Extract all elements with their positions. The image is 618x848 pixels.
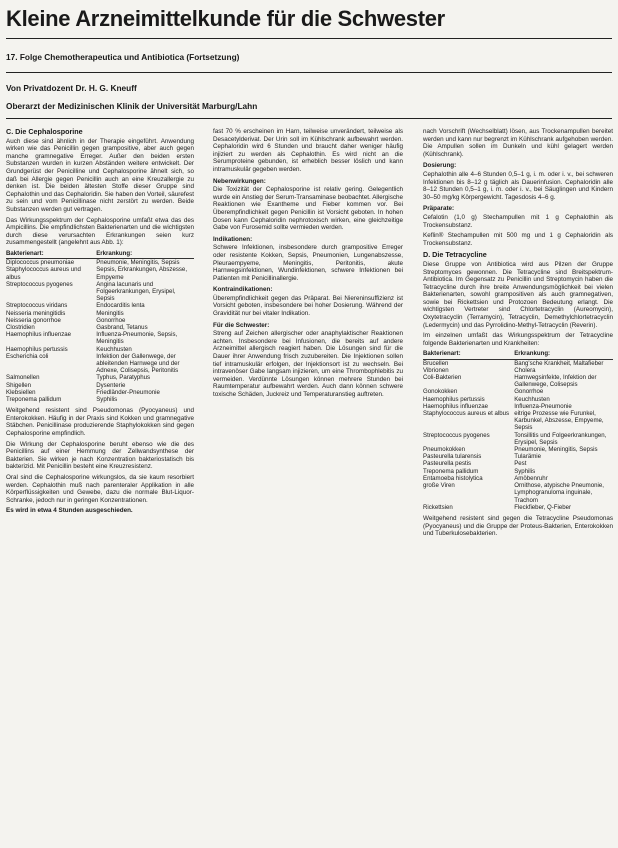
bacterium-cell: Gonokokken: [423, 388, 458, 396]
bacterium-cell: große Viren: [423, 482, 455, 490]
paragraph: Die Wirkung der Cephalosporine beruht ebenso wie die des Penicillins auf einer Hemmung der Zellwandsynthese der Bakterien. Sie wirken je nach Konzentration bakteriostatisch bis bakterizid. Mit Penicillin besteht eine Kreuzresistenz.: [6, 440, 194, 471]
disease-cell: Keuchhusten: [514, 395, 550, 403]
disease-cell: Gonorrhoe: [96, 316, 126, 324]
column-2: [213, 128, 403, 846]
paragraph: Die Toxizität der Cephalosporine ist relativ gering. Gelegentlich wurde ein Anstieg der Serum-Transaminase beobachtet. Allergische Reaktionen wie Exantheme und Fieber kommen vor. Bei Überempfindlichkeit gegen Penicillin ist Vorsicht geboten. In hohen Dosen kann Cephaloridin nephrotoxisch wirken, eine gleichzeitige Gabe von Furosemid sollte vermieden werden.: [213, 186, 403, 232]
disease-cell: Syphilis: [96, 395, 118, 403]
bacterium-cell: Streptococcus viridans: [6, 302, 68, 310]
bacterium-cell: Pasteurella pestis: [423, 460, 472, 468]
table-row: [6, 396, 194, 403]
disease-cell: Keuchhusten: [96, 345, 132, 353]
bacterium-cell: Treponema pallidum: [6, 395, 62, 403]
bacterium-cell: Pasteurella tularensis: [423, 453, 482, 461]
table-row: [6, 259, 194, 267]
table-row: [423, 453, 613, 460]
table-row: [6, 382, 194, 389]
disease-cell: Harnwegsinfekte, Infektion der Gallenwege, Colisepsis: [514, 374, 597, 389]
table-row: [423, 403, 613, 410]
spectrum-table-cephalosporine: [6, 250, 194, 403]
table-row: [6, 374, 194, 381]
bacterium-cell: Rickettsien: [423, 503, 453, 511]
table-row: [6, 317, 194, 324]
paragraph: Auch diese sind ähnlich in der Therapie eingeführt. Anwendung wirken wie das Penicillin gegen grampositive, aber auch gegen manche gramnegative Erreger. Außer den beiden ersten Substanzen wurden in kurzen Abständen weitere entwickelt. Der Grundgerüst der Penicilline und Cephalosporine ähnelt sich, so daß bei Allergie gegen Penicillin auch an eine Kreuzallergie zu denken ist. Die beiden ältesten Stoffe dieser Gruppe sind Cephalothin und das Cephaloridin. Sie haben den Vorteil, säurefest zu sein und vom Penicillinase nicht zerstört zu werden. Beide Substanzen werden gut vertragen.: [6, 137, 194, 213]
bacterium-cell: Entamoeba histolytica: [423, 474, 483, 482]
paragraph: Das Wirkungsspektrum der Cephalosporine umfaßt etwa das des Ampicillins. Die empfindlichsten Bakterienarten und die wichtigsten durch diese verursachten Erkrankungen seien kurz zusammengestellt (angelehnt aus Abb. 1):: [6, 216, 194, 247]
footnote: Es wird in etwa 4 Stunden ausgeschieden.: [6, 507, 133, 515]
table-row: [6, 281, 194, 303]
table-row: [6, 266, 194, 280]
paragraph: fast 70 % erscheinen im Harn, teilweise unverändert, teilweise als Desacetylderivat. Der Urin soll im Kühlschrank aufbewahrt werden. Cephaloridin wird 6 Stunden und braucht daher weniger häufig injiziert zu werden als Cephalothin. Es wird nicht an die Serumproteine gebunden, ist erheblich besser löslich und kann intramuskulär gegeben werden.: [213, 128, 403, 173]
table-header: Erkrankung:: [96, 250, 194, 259]
table-row: [423, 396, 613, 403]
table-row: [423, 475, 613, 482]
bacterium-cell: Streptococcus pyogenes: [6, 280, 73, 288]
table-row: [423, 374, 613, 388]
paragraph: Weitgehend resistent sind Pseudomonas (Pyocyaneus) und Enterokokken. Häufig in der Praxis sind Kokken und gramnegative Stäbchen. Penicillinase produzierende Staphylokokken sind gegen Cephalosporine empfindlich.: [6, 407, 194, 437]
affiliation: Oberarzt der Medizinischen Klinik der Universität Marburg/Lahn: [6, 101, 258, 111]
table-row: [423, 367, 613, 374]
paragraph: Cephalothin alle 4–6 Stunden 0,5–1 g, i. m. oder i. v., bei schweren Infektionen bis 8–12 g täglich als Dauerinfusion. Cephaloridin alle 8–12 Stunden 0,5–1 g, i. m. oder i. v., bei Säuglingen und Kindern 30–50 mg/kg Körpergewicht. Tagesdosis 4–6 g.: [423, 170, 613, 201]
disease-cell: Angina lacunaris und Folgeerkrankungen, Erysipel, Sepsis: [96, 280, 176, 303]
section-heading-tetracycline: D. Die Tetracycline: [423, 250, 487, 260]
disease-cell: Bang'sche Krankheit, Maltafieber: [514, 359, 604, 367]
disease-cell: Influenza-Pneumonie: [514, 402, 572, 410]
bacterium-cell: Haemophilus influenzae: [6, 331, 72, 339]
bacterium-cell: Neisseria gonorrhoe: [6, 316, 61, 324]
bacterium-cell: Haemophilus pertussis: [423, 395, 485, 403]
subheading-indikationen: Indikationen:: [213, 235, 253, 243]
disease-cell: Infektion der Gallenwege, der ableitenden Harnwege und der Adnexe, Colisepsis, Peritonitis: [96, 352, 180, 375]
disease-cell: Tonsillitis und Folgeerkrankungen, Erysipel, Sepsis: [514, 431, 607, 446]
article-title: Kleine Arzneimittelkunde für die Schwester: [6, 6, 445, 31]
disease-cell: Sepsis, Erkrankungen, Abszesse, Empyeme: [96, 266, 188, 281]
table-row: [423, 359, 613, 367]
paragraph: Keflin® Stechampullen mit 500 mg und 1 g Cephaloridin als Trockensubstanz.: [423, 232, 613, 247]
table-row: [6, 346, 194, 353]
disease-cell: Dysenterie: [96, 381, 126, 389]
bacterium-cell: Haemophilus pertussis: [6, 345, 68, 353]
bacterium-cell: Brucellen: [423, 359, 449, 367]
table-row: [423, 504, 613, 511]
section-rule: [6, 72, 612, 73]
subheading-praeparate: Präparate:: [423, 205, 455, 213]
series-line: 17. Folge Chemotherapeutica und Antibiotica (Fortsetzung): [6, 52, 240, 62]
table-row: [6, 310, 194, 317]
paragraph: nach Vorschrift (Wechselblatt) lösen, aus Trockenampullen bereitet werden und kann nur begrenzt im Kühlschrank aufgehoben werden. Die Ampullen sollen im Dunkeln und kühl gelagert werden (Kühlschrank).: [423, 128, 613, 158]
table-header: Erkrankung:: [514, 350, 613, 359]
table-row: [6, 389, 194, 396]
paragraph: Schwere Infektionen, insbesondere durch grampositive Erreger oder resistente Kokken, Sepsis, Pneumonien, Lungenabszesse, Pleuraempyeme, Meningitis, Peritonitis, akute Harnwegsinfektionen, Wundinfektionen, schwere Infektionen bei Patienten mit Penicillinallergie.: [213, 244, 403, 282]
disease-cell: Amöbenruhr: [514, 474, 548, 482]
disease-cell: Cholera: [514, 366, 536, 374]
disease-cell: Syphilis: [514, 467, 536, 475]
bacterium-cell: Streptococcus pyogenes: [423, 431, 490, 439]
subheading-dosierung: Dosierung:: [423, 162, 457, 170]
disease-cell: Fleckfieber, Q-Fieber: [514, 503, 572, 511]
paragraph: Überempfindlichkeit gegen das Präparat. Bei Niereninsuffizienz ist Vorsicht geboten, insbesondere bei hoher Dosierung. Während der Gravidität nur bei vitaler Indikation.: [213, 294, 403, 318]
paragraph: Oral sind die Cephalosporine wirkungslos, da sie kaum resorbiert werden. Cephalothin muß nach parenteraler Applikation in alle Körperflüssigkeiten und Gewebe, dazu die normale Blut-Liquor-Schranke, jedoch nur in geringen Konzentrationen.: [6, 473, 194, 504]
subheading-kontraindikationen: Kontraindikationen:: [213, 286, 273, 294]
title-rule: [6, 38, 612, 39]
disease-cell: Pest: [514, 460, 527, 468]
table-row: [423, 432, 613, 446]
table-row: [6, 331, 194, 345]
bacterium-cell: Clostridien: [6, 323, 35, 331]
bacterium-cell: Vibrionen: [423, 366, 449, 374]
bacterium-cell: Diplococcus pneumoniae: [6, 259, 75, 267]
author: Von Privatdozent Dr. H. G. Kneuff: [6, 83, 137, 93]
disease-cell: Pneumonie, Meningitis, Sepsis: [96, 259, 180, 267]
disease-cell: Endocarditis lenta: [96, 302, 145, 310]
bacterium-cell: Shigellen: [6, 381, 32, 389]
bacterium-cell: Staphylococcus aureus und albus: [6, 266, 81, 281]
disease-cell: Gonorrhoe: [514, 388, 544, 396]
disease-cell: Pneumonie, Meningitis, Sepsis: [514, 446, 598, 454]
paragraph: Streng auf Zeichen allergischer oder anaphylaktischer Reaktionen achten. Insbesondere bei Infusionen, die bereits auf andere Arzneimittel allergisch reagiert haben. Die Lösungen sind für die Dauer ihrer Anwendung frisch zuzubereiten. Die Injektionen sollen tief intramuskulär erfolgen, der Injektionsort ist zu wechseln. Bei intravenöser Gabe langsam injizieren, um eine Thrombophlebitis zu vermeiden. Verdünnte Lösungen können mehrere Stunden bei Raumtemperatur aufbewahrt werden. Auch dann können schwere toxische Schäden, Juckreiz und Temperaturanstieg auftreten.: [213, 330, 403, 398]
table-row: [423, 388, 613, 395]
table-row: [423, 446, 613, 453]
disease-cell: Ornithose, atypische Pneumonie, Lymphogranuloma inguinale, Trachom: [514, 482, 604, 504]
paragraph: Weitgehend resistent sind gegen die Tetracycline Pseudomonas (Pyocyaneus) und die Gruppe der Proteus-Bakterien, Enterokokken und Tuberkulosebakterien.: [423, 514, 613, 538]
disease-cell: Gasbrand, Tetanus: [96, 323, 148, 331]
disease-cell: Meningitis: [96, 309, 124, 317]
paragraph: Im einzelnen umfaßt das Wirkungsspektrum der Tetracycline folgende Bakterienarten und Krankheiten:: [423, 332, 613, 347]
paragraph: Cefalotin (1,0 g) Stechampullen mit 1 g Cephalothin als Trockensubstanz.: [423, 213, 613, 229]
section-heading-cephalosporine: C. Die Cephalosporine: [6, 128, 83, 136]
bacterium-cell: Neisseria meningitidis: [6, 309, 66, 317]
disease-cell: eitrige Prozesse wie Furunkel, Karbunkel, Abszesse, Empyeme, Sepsis: [514, 410, 604, 432]
table-row: [6, 324, 194, 331]
table-row: [423, 482, 613, 504]
bacterium-cell: Escherichia coli: [6, 352, 49, 360]
table-row: [423, 410, 613, 432]
subheading-fuer-die-schwester: Für die Schwester:: [213, 321, 270, 329]
table-header: Bakterienart:: [423, 350, 514, 359]
table-row: [423, 468, 613, 475]
table-header: Bakterienart:: [6, 250, 96, 259]
spectrum-table-tetracycline: [423, 350, 613, 510]
disease-cell: Typhus, Paratyphus: [96, 374, 151, 382]
bacterium-cell: Haemophilus influenzae: [423, 402, 489, 410]
body-rule: [6, 118, 612, 119]
table-row: [6, 302, 194, 309]
subheading-nebenwirkungen: Nebenwirkungen:: [213, 177, 266, 185]
column-1: [6, 128, 194, 846]
bacterium-cell: Klebsiellen: [6, 388, 36, 396]
paragraph: Diese Gruppe von Antibiotica wird aus Pilzen der Gruppe Streptomyces gewonnen. Die Tetracycline sind Breitspektrum-Antibiotica. Im Gegensatz zu Penicillin und Streptomycin haben die Tetracycline durch ihre breite Anwendungsmöglichkeit bei vielen Bakterienarten, sowohl grampositiven als auch gramnegativen, sowie bei Rickettsien und Protozoen Bedeutung erlangt. Die wichtigsten Vertreter sind Chlortetracyclin (Aureomycin), Oxytetracyclin (Terramycin), Tetracyclin, Demethylchlortetracyclin (Ledermycin) und das Pyrrolidino-Methyl-Tetracyclin (Reverin).: [423, 260, 613, 329]
bacterium-cell: Treponema pallidum: [423, 467, 479, 475]
bacterium-cell: Pneumokokken: [423, 446, 466, 454]
table-row: [6, 353, 194, 375]
table-row: [423, 460, 613, 467]
disease-cell: Tularämie: [514, 453, 542, 461]
disease-cell: Influenza-Pneumonie, Sepsis, Meningitis: [96, 331, 178, 346]
disease-cell: Friedländer-Pneumonie: [96, 388, 160, 396]
column-3: [423, 128, 613, 846]
bacterium-cell: Staphylococcus aureus et albus: [423, 410, 510, 418]
bacterium-cell: Coli-Bakterien: [423, 374, 462, 382]
bacterium-cell: Salmonellen: [6, 374, 40, 382]
